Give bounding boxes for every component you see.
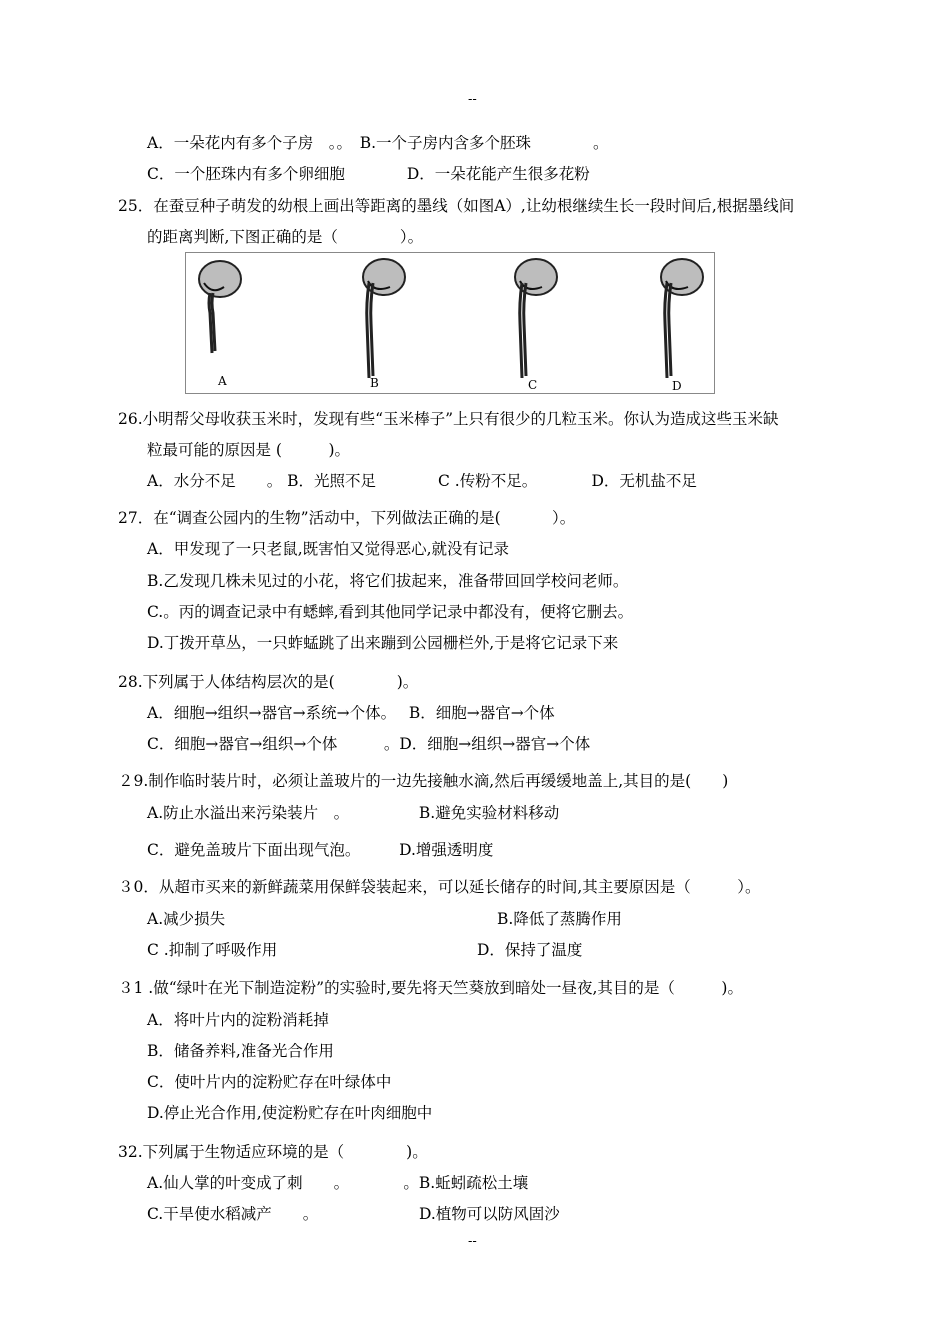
q30-option-a: A.减少损失 xyxy=(147,910,226,928)
q32-option-ab: A.仙人掌的叶变成了刺 。 。B.蚯蚓疏松土壤 xyxy=(147,1174,529,1192)
seedling-c xyxy=(515,259,557,392)
q31-option-b: B．储备养料,准备光合作用 xyxy=(147,1042,334,1060)
figure-label-d: D xyxy=(672,379,682,393)
q28-option-cd: C．细胞→器官→组织→个体 。D．细胞→组织→器官→个体 xyxy=(147,735,591,753)
q30-option-c: C .抑制了呼吸作用 xyxy=(147,941,278,959)
q29-stem: ２9.制作临时装片时，必须让盖玻片的一边先接触水滴,然后再缓缓地盖上,其目的是( ) xyxy=(118,772,729,790)
seedling-d xyxy=(661,259,703,393)
q27-option-c: C.。丙的调查记录中有蟋蟀,看到其他同学记录中都没有，便将它删去。 xyxy=(147,603,634,621)
q30-option-d: D．保持了温度 xyxy=(477,941,583,959)
seedling-a xyxy=(199,261,241,388)
q29-option-ab: A.防止水溢出来污染装片 。 B.避免实验材料移动 xyxy=(147,804,560,822)
seedling-drawings xyxy=(186,253,714,393)
seedling-b xyxy=(363,259,405,390)
q27-option-a: A．甲发现了一只老鼠,既害怕又觉得恶心,就没有记录 xyxy=(147,540,510,558)
q31-option-a: A．将叶片内的淀粉消耗掉 xyxy=(147,1011,329,1029)
q26-options: A．水分不足 。 B．光照不足 C .传粉不足。 D．无机盐不足 xyxy=(147,472,697,490)
q31-option-c: C．使叶片内的淀粉贮存在叶绿体中 xyxy=(147,1073,392,1091)
q27-option-b: B.乙发现几株未见过的小花，将它们拔起来，准备带回回学校问老师。 xyxy=(147,572,629,590)
q27-stem: 27．在“调查公园内的生物”活动中，下列做法正确的是( ）。 xyxy=(118,509,576,527)
q29-option-cd: C．避免盖玻片下面出现气泡。 D.增强透明度 xyxy=(147,841,494,859)
figure-label-c: C xyxy=(528,378,538,392)
figure-label-a: A xyxy=(218,374,227,388)
q25-stem-line2: 的距离判断,下图正确的是（ ）。 xyxy=(147,228,424,246)
q26-stem-line1: 26.小明帮父母收获玉米时，发现有些“玉米棒子”上只有很少的几粒玉米。你认为造成这些玉米缺 xyxy=(118,410,779,428)
q31-option-d: D.停止光合作用,使淀粉贮存在叶肉细胞中 xyxy=(147,1104,433,1122)
q28-option-ab: A．细胞→组织→器官→系统→个体。 B．细胞→器官→个体 xyxy=(147,704,555,722)
q27-option-d: D.丁拨开草丛，一只蚱蜢跳了出来蹦到公园栅栏外,于是将它记录下来 xyxy=(147,634,619,652)
q24-option-cd: C．一个胚珠内有多个卵细胞 D．一朵花能产生很多花粉 xyxy=(147,165,590,183)
page-marker-top: -- xyxy=(468,92,477,107)
page-marker-bottom: -- xyxy=(468,1234,477,1249)
q30-stem: ３0．从超市买来的新鲜蔬菜用保鲜袋装起来，可以延长储存的时间,其主要原因是（ ）。 xyxy=(118,878,761,896)
q25-stem-line1: 25．在蚕豆种子萌发的幼根上画出等距离的墨线（如图A）,让幼根继续生长一段时间后,根据墨线间 xyxy=(118,197,795,215)
figure-label-b: B xyxy=(370,376,379,390)
q32-option-cd: C.干旱使水稻减产 。 D.植物可以防风固沙 xyxy=(147,1205,560,1223)
q32-stem: 32.下列属于生物适应环境的是（ )。 xyxy=(118,1143,428,1161)
q31-stem: ３1 .做“绿叶在光下制造淀粉”的实验时,要先将天竺葵放到暗处一昼夜,其目的是（ )。 xyxy=(118,979,743,997)
q24-option-ab: A．一朵花内有多个子房 。。 B.一个子房内含多个胚珠 。 xyxy=(147,134,609,152)
q26-stem-line2: 粒最可能的原因是 ( )。 xyxy=(147,441,351,459)
q28-stem: 28.下列属于人体结构层次的是( )。 xyxy=(118,673,419,691)
seedling-root-figure xyxy=(185,252,715,394)
q30-option-b: B.降低了蒸腾作用 xyxy=(497,910,622,928)
